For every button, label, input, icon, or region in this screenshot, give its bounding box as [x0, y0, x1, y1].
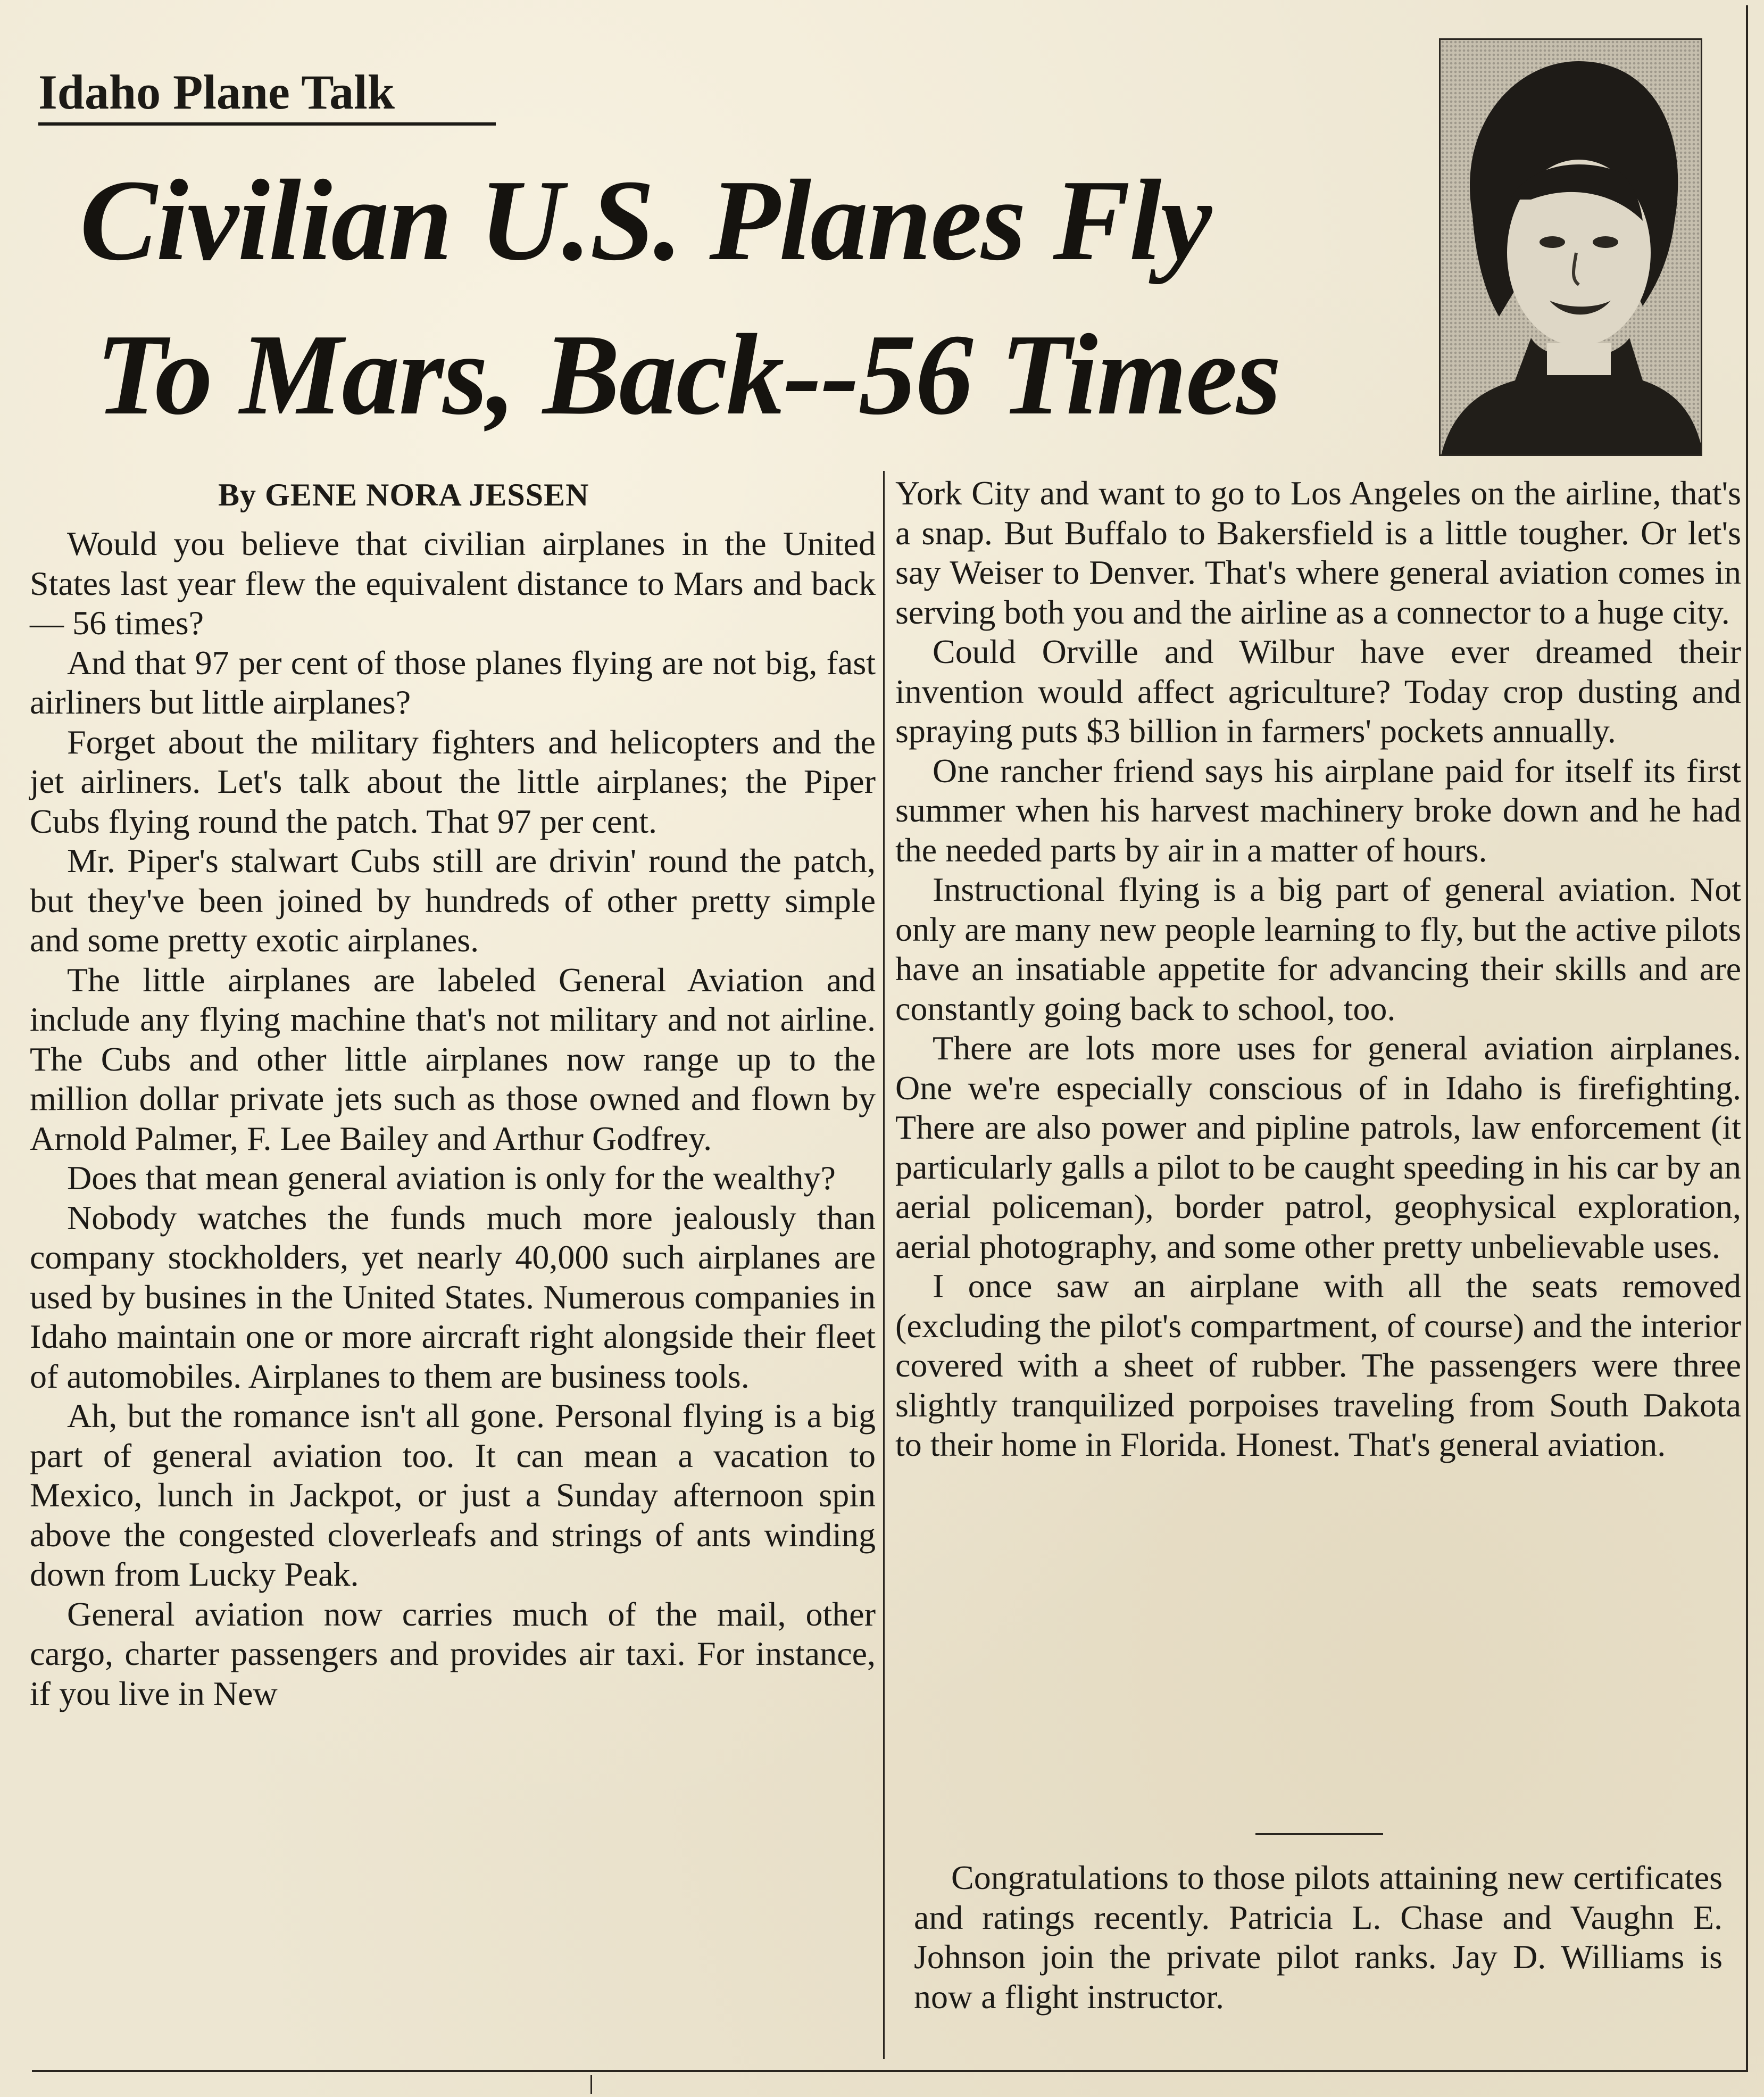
headline [80, 144, 1410, 452]
paragraph: York City and want to go to Los Angeles on the airline, that's a snap. But Buffalo to Bakersfield is a little tougher. Or let's say Weiser to Denver. That's where general aviation comes in serving both you and the airline as a connector to a huge city. [895, 474, 1741, 631]
paragraph: One rancher friend says his airplane paid for itself its first summer when his harvest machinery broke down and he had the needed parts by air in a matter of hours. [895, 751, 1741, 869]
paragraph: Forget about the military fighters and helicopters and the jet airliners. Let's talk about the little airplanes; the Piper Cubs flying round the patch. That 97 per cent. [30, 723, 876, 840]
bottom-border-rule [32, 2070, 1748, 2072]
headline-line-2: To Mars, Back--56 Times [96, 311, 1280, 439]
bottom-tick-mark [590, 2075, 592, 2094]
author-portrait-icon [1441, 40, 1702, 456]
author-photo [1439, 38, 1702, 456]
paragraph: And that 97 per cent of those planes flying are not big, fast airliners but little airplanes? [30, 643, 876, 721]
paragraph: Mr. Piper's stalwart Cubs still are drivin' round the patch, but they've been joined by hundreds of other pretty simple and some pretty exotic airplanes. [30, 842, 876, 959]
paragraph: Ah, but the romance isn't all gone. Personal flying is a big part of general aviation too. It can mean a vacation to Mexico, lunch in Jackpot, or just a Sunday afternoon spin above the congested cloverleafs and strings of ants winding down from Lucky Peak. [30, 1397, 876, 1593]
paragraph: General aviation now carries much of the mail, other cargo, charter passengers and provides air taxi. For instance, if you live in New [30, 1595, 876, 1712]
paragraph: Could Orville and Wilbur have ever dreamed their invention would affect agriculture? Today crop dusting and spraying puts $3 billion in farmers' pockets annually. [895, 633, 1741, 750]
paragraph: Nobody watches the funds much more jealously than company stockholders, yet nearly 40,000 such airplanes are used by busines in the United States. Numerous companies in Idaho maintain one or more aircraft right alongside their fleet of automobiles. Airplanes to them are business tools. [30, 1198, 876, 1395]
paragraph: Congratulations to those pilots attaining new certificates and ratings recently. Patricia L. Chase and Vaughn E. Johnson join the private pilot ranks. Jay D. Williams is now a flight instructor. [914, 1859, 1723, 2016]
article-column-right [895, 474, 1741, 1465]
paragraph: Instructional flying is a big part of general aviation. Not only are many new people learning to fly, but the active pilots have an insatiable appetite for advancing their skills and are constantly going back to school, too. [895, 871, 1741, 1027]
congratulations-note [914, 1858, 1723, 2017]
section-kicker: Idaho Plane Talk [38, 65, 395, 119]
paragraph: I once saw an airplane with all the seats removed (excluding the pilot's compartment, of course) and the interior covered with a sheet of rubber. The passengers were three slightly tranquilized porpoises traveling from South Dakota to their home in Florida. Honest. That's general aviation. [895, 1267, 1741, 1463]
paragraph: The little airplanes are labeled General Aviation and include any flying machine that's not military and not airline. The Cubs and other little airplanes now range up to the million dollar private jets such as those owned and flown by Arnold Palmer, F. Lee Bailey and Arthur Godfrey. [30, 960, 876, 1157]
column-separator [883, 471, 885, 2059]
article-column-left [30, 524, 876, 1713]
right-border-rule [1746, 5, 1748, 2070]
headline-line-1: Civilian U.S. Planes Fly [80, 156, 1211, 285]
section-divider [1255, 1833, 1383, 1835]
kicker-underline [38, 122, 496, 126]
paragraph: There are lots more uses for general aviation airplanes. One we're especially conscious of in Idaho is firefighting. There are also power and pipline patrols, law enforcement (it particularly galls a pilot to be caught speeding in his car by an aerial policeman), border patrol, geophysical exploration, aerial photography, and some other pretty unbelievable uses. [895, 1029, 1741, 1265]
paragraph: Would you believe that civilian airplanes in the United States last year flew the equivalent distance to Mars and back — 56 times? [30, 525, 876, 642]
paragraph: Does that mean general aviation is only for the wealthy? [67, 1159, 836, 1197]
byline: By GENE NORA JESSEN [218, 477, 589, 512]
